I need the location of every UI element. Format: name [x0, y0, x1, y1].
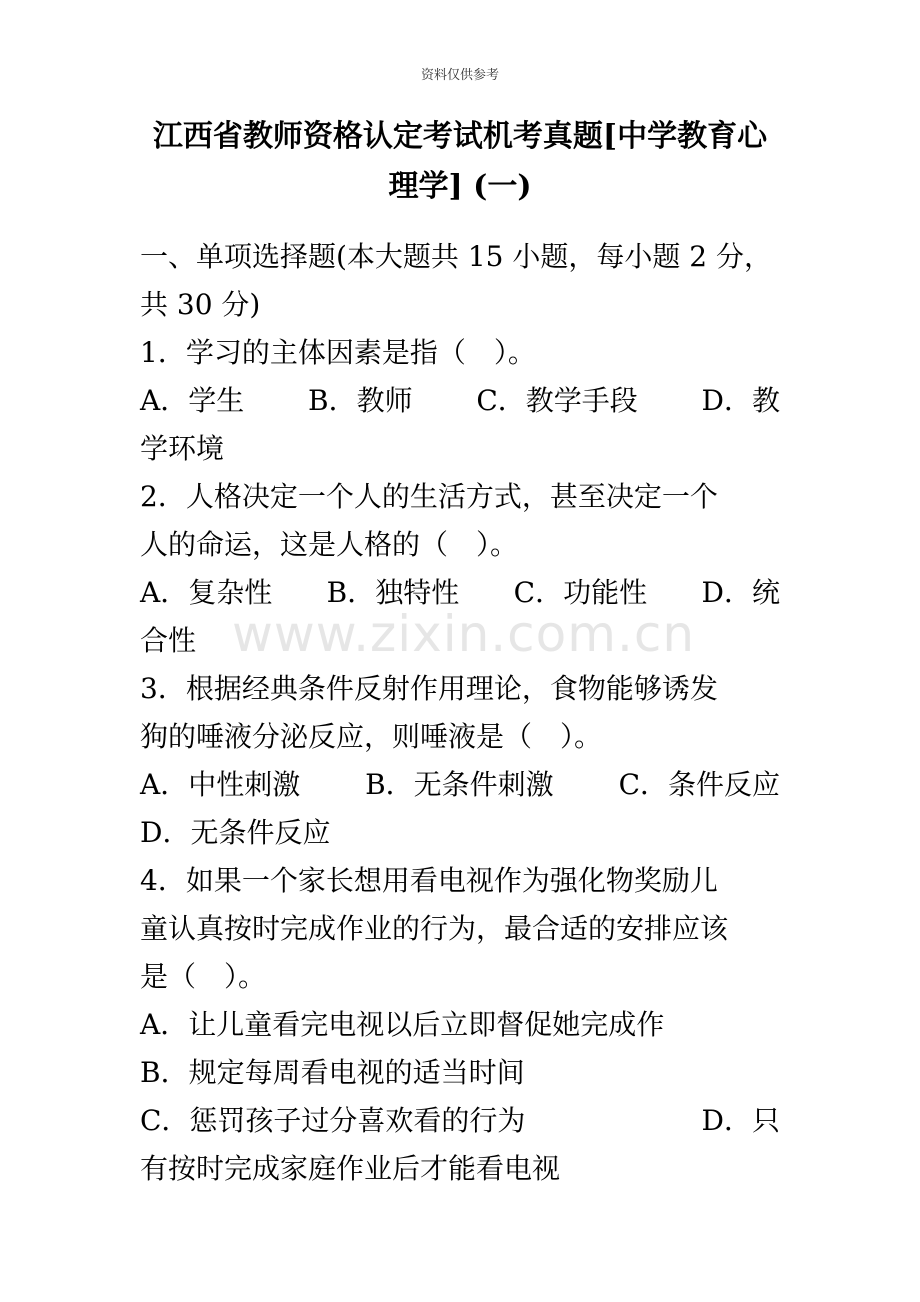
watermark: www.zixin.com.cn [232, 605, 696, 663]
question-2-option-b: B．独特性 [326, 576, 460, 609]
question-2-option-d-tail: 合性 [140, 624, 197, 657]
question-3-option-c: C．条件反应 [618, 768, 780, 801]
question-1-option-d: D．教 [701, 384, 780, 417]
document-title [140, 112, 780, 212]
question-3-stem-line-1: 3．根据经典条件反射作用理论，食物能够诱发 [140, 672, 718, 705]
question-3-options [140, 761, 780, 809]
question-4-stem-line-1: 4．如果一个家长想用看电视作为强化物奖励儿 [140, 864, 718, 897]
question-3-option-b: B．无条件刺激 [365, 768, 554, 801]
question-2-option-c: C．功能性 [513, 576, 648, 609]
header-note: 资料仅供参考 [420, 68, 499, 83]
question-4-option-c: C．惩罚孩子过分喜欢看的行为 [140, 1104, 526, 1137]
question-3-option-d: D．无条件反应 [140, 816, 331, 849]
question-1-option-d-tail: 学环境 [140, 432, 225, 465]
question-3-option-a: A．中性刺激 [140, 768, 301, 801]
question-1-option-b: B．教师 [308, 384, 413, 417]
question-2-stem-line-2: 人的命运，这是人格的（ ）。 [140, 528, 519, 561]
question-4-option-d-tail: 有按时完成家庭作业后才能看电视 [140, 1152, 561, 1185]
question-4-option-d: D．只 [701, 1104, 780, 1137]
section-heading-line-2: 共 30 分) [140, 288, 261, 321]
document-body [140, 233, 780, 1193]
question-2-option-d: D．统 [701, 576, 780, 609]
question-4-stem-line-3: 是（ ）。 [140, 960, 267, 993]
question-1-options [140, 377, 780, 425]
title-line-1: 江西省教师资格认定考试机考真题[中学教育心 [152, 119, 768, 154]
question-2-options [140, 569, 780, 617]
question-4-option-a: A．让儿童看完电视以后立即督促她完成作 [140, 1008, 665, 1041]
question-4-option-b: B．规定每周看电视的适当时间 [140, 1056, 525, 1089]
question-2-stem-line-1: 2．人格决定一个人的生活方式，甚至决定一个 [140, 480, 718, 513]
question-3-stem-line-2: 狗的唾液分泌反应，则唾液是（ ）。 [140, 720, 603, 753]
section-heading-line-1: 一、单项选择题(本大题共 15 小题，每小题 2 分， [140, 240, 772, 273]
question-1-option-a: A．学生 [140, 384, 245, 417]
title-line-2: 理学] (一) [388, 169, 532, 204]
question-4-options-cd [140, 1097, 780, 1145]
question-4-stem-line-2: 童认真按时完成作业的行为，最合适的安排应该 [140, 912, 729, 945]
question-2-option-a: A．复杂性 [140, 576, 273, 609]
question-1-option-c: C．教学手段 [476, 384, 638, 417]
question-1-stem: 1．学习的主体因素是指（ ）。 [140, 336, 536, 369]
